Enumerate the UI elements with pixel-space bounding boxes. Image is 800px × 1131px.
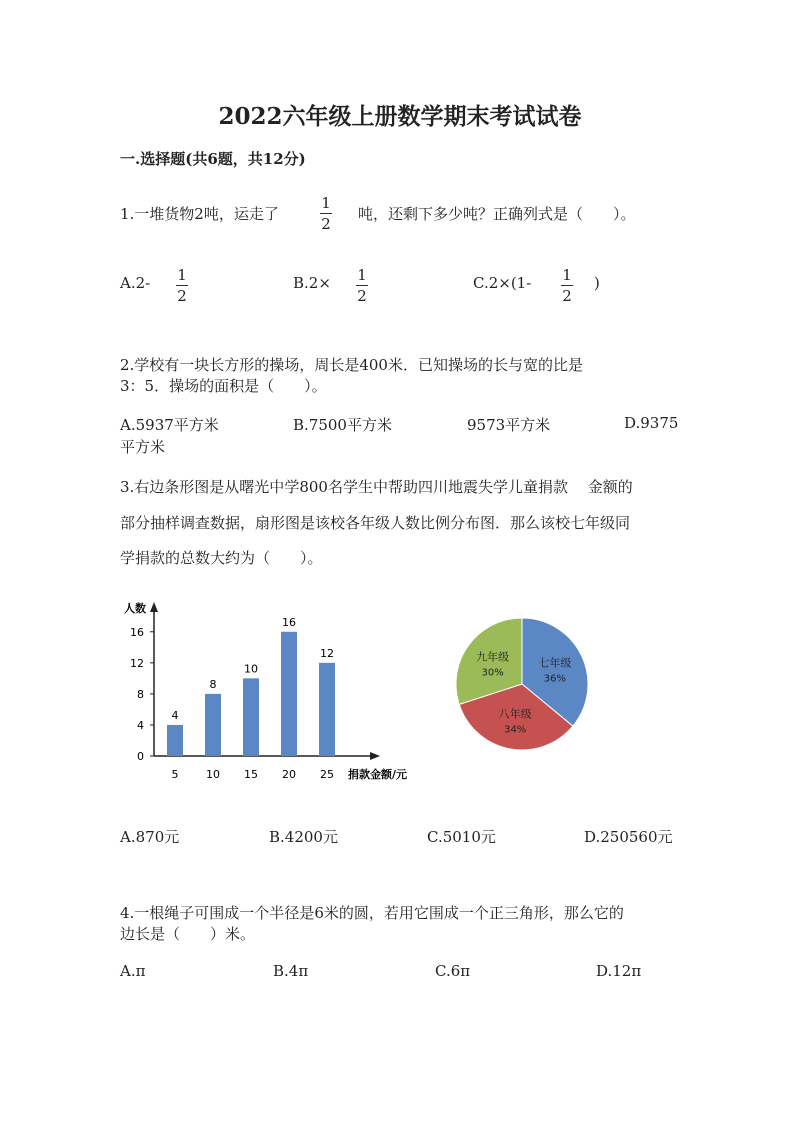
x-tick-label: 15 [244, 768, 258, 781]
x-axis-arrow [370, 752, 380, 760]
q4-line-2: 边长是（ ）米。 [120, 925, 256, 943]
q3-option-c[interactable]: C.5010元 [427, 828, 496, 846]
q2-line-2: 3：5．操场的面积是（ ）。 [120, 377, 327, 395]
q2-option-d[interactable]: D.9375 [624, 414, 679, 432]
bar-data-label: 16 [282, 615, 296, 629]
y-axis-label: 人数 [124, 602, 146, 615]
q4-line-1: 4.一根绳子可围成一个半径是6米的圆，若用它围成一个正三角形，那么它的 [120, 904, 624, 922]
q3-option-d[interactable]: D.250560元 [584, 828, 673, 846]
pie-slice-percent: 30% [481, 667, 504, 679]
frac-bar [320, 213, 332, 214]
bar [319, 663, 335, 756]
bar [243, 678, 259, 756]
frac-num: 1 [177, 266, 187, 284]
y-tick-label: 0 [137, 750, 144, 763]
pie-slice-name: 九年级 [476, 650, 510, 664]
bar [167, 725, 183, 756]
page-title: 2022六年级上册数学期末考试试卷 [218, 103, 582, 130]
q4-option-d[interactable]: D.12π [596, 962, 642, 980]
q4-option-c[interactable]: C.6π [435, 962, 471, 980]
y-tick-label: 4 [137, 718, 144, 732]
q2-line-1: 2.学校有一块长方形的操场，周长是400米．已知操场的长与宽的比是 [120, 356, 583, 374]
q1-fraction [320, 194, 332, 233]
q2-option-a[interactable]: A.5937平方米 [120, 416, 219, 434]
q1-option-c-fraction [561, 266, 573, 305]
x-axis-label: 捐款金额/元 [348, 768, 408, 781]
q3-line-1: 3.右边条形图是从曙光中学800名学生中帮助四川地震失学儿童捐款 金额的 [120, 478, 633, 496]
x-tick-label: 25 [320, 768, 334, 781]
x-tick-label: 10 [206, 768, 220, 781]
bar [205, 694, 221, 756]
q1-stem-a: 1.一堆货物2吨，运走了 [120, 205, 279, 223]
pie-slice-name: 八年级 [498, 707, 532, 721]
y-axis-arrow [150, 602, 158, 612]
q4-option-b[interactable]: B.4π [273, 962, 309, 980]
q3-option-b[interactable]: B.4200元 [269, 828, 338, 846]
frac-bar [561, 285, 573, 286]
bar-data-label: 4 [171, 708, 179, 722]
q1-option-a[interactable]: A.2- [120, 274, 151, 292]
bar-chart [112, 596, 432, 792]
frac-num: 1 [562, 266, 572, 284]
x-tick-label: 20 [282, 768, 296, 781]
q2-option-c[interactable]: 9573平方米 [467, 416, 551, 434]
y-tick-label: 8 [137, 687, 144, 701]
q4-option-a[interactable]: A.π [120, 962, 146, 980]
section-heading: 一.选择题(共6题，共12分) [120, 150, 306, 168]
x-tick-label: 5 [171, 768, 179, 781]
q3-line-3: 学捐款的总数大约为（ ）。 [120, 549, 323, 567]
y-tick-label: 16 [130, 625, 144, 639]
q1-option-c-end: ) [594, 274, 600, 292]
pie-slice-percent: 36% [543, 673, 566, 685]
frac-den: 2 [357, 287, 367, 305]
q1-frac-den: 2 [321, 215, 331, 233]
frac-num: 1 [357, 266, 367, 284]
bar [281, 632, 297, 756]
bar-data-label: 12 [320, 646, 334, 660]
frac-den: 2 [562, 287, 572, 305]
pie-slice-percent: 34% [504, 724, 527, 736]
q3-line-2: 部分抽样调查数据，扇形图是该校各年级人数比例分布图．那么该校七年级同 [120, 514, 631, 532]
q1-option-c[interactable]: C.2×(1- [473, 274, 532, 292]
q1-option-b-fraction [356, 266, 368, 305]
pie-chart [450, 610, 600, 760]
q1-stem-b: 吨，还剩下多少吨？正确列式是（ ）。 [358, 205, 636, 223]
bar-data-label: 8 [209, 677, 217, 691]
pie-slice-name: 七年级 [538, 656, 572, 670]
q2-option-b[interactable]: B.7500平方米 [293, 416, 392, 434]
frac-den: 2 [177, 287, 187, 305]
q1-option-b[interactable]: B.2× [293, 274, 331, 292]
q1-frac-num: 1 [321, 194, 331, 212]
q2-option-d-cont: 平方米 [120, 438, 166, 456]
y-tick-label: 12 [130, 656, 144, 670]
q3-option-a[interactable]: A.870元 [120, 828, 180, 846]
bar-data-label: 10 [244, 662, 258, 676]
q1-option-a-fraction [176, 266, 188, 305]
frac-bar [176, 285, 188, 286]
frac-bar [356, 285, 368, 286]
